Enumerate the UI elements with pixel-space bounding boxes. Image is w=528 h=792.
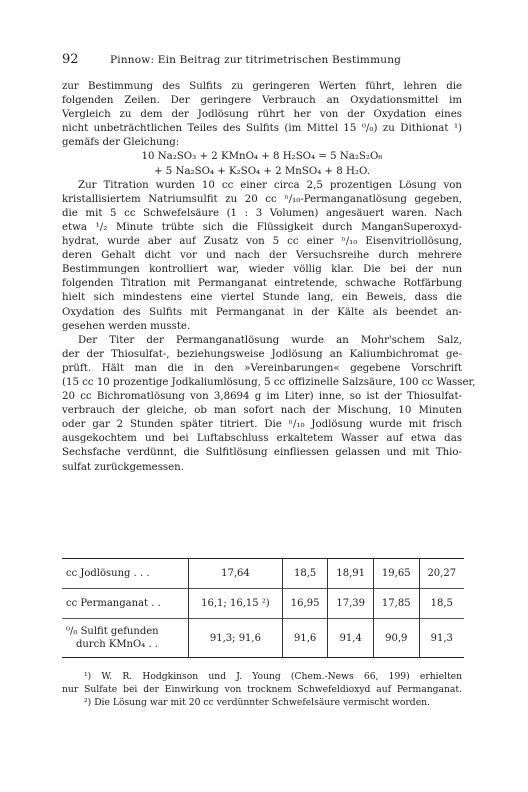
text-line: hydrat, wurde aber auf Zusatz von 5 cc einer ⁿ/₁₀ Eisenvitriollösung,	[62, 236, 462, 248]
equation-line: 10 Na₂SO₃ + 2 KMnO₄ + 8 H₂SO₄ = 5 Na₂S₂O₆	[141, 151, 383, 163]
table-cell: 17,85	[373, 589, 419, 619]
table-cell: 18,5	[282, 559, 328, 589]
page-header	[62, 52, 466, 67]
text-line: oder gar 2 Stunden später titriert. Die ⁿ/₁₀ Jodlösung wurde mit frisch	[62, 419, 462, 431]
footnotes	[62, 670, 462, 710]
table-cell: 91,6	[282, 619, 328, 658]
text-line: etwa ¹/₂ Minute trübte sich die Flüssigkeit durch ManganSuperoxyd-	[62, 221, 462, 233]
text-line: kristallisiertem Natriumsulfit zu 20 cc ⁿ/₁₀-Permanganatlösung gegeben,	[62, 193, 462, 205]
table-cell: 19,65	[373, 559, 419, 589]
text-line: folgenden Zeilen. Der geringere Verbrauch an Oxydationsmittel im	[62, 95, 462, 107]
table-cell: 18,91	[328, 559, 374, 589]
table-row	[62, 619, 464, 658]
row-label	[62, 619, 189, 658]
footnote-line: ²) Die Lösung war mit 20 cc verdünnter Schwefelsäure vermischt worden.	[84, 697, 430, 709]
footnote-line: ¹) W. R. Hodgkinson und J. Young (Chem.-News 66, 199) erhielten	[84, 671, 462, 682]
text-line: hielt sich mindestens eine viertel Stunde lang, ein Beweis, dass die	[62, 292, 462, 304]
table-cell: 18,5	[419, 589, 464, 619]
row-label-line: durch KMnO₄ . .	[76, 639, 158, 650]
text-line: Der Titer der Permanganatlösung wurde an Mohr'schem Salz,	[78, 334, 462, 346]
text-line: Bestimmungen kontrolliert war, wieder völlig klar. Die bei der nun	[62, 264, 462, 276]
text-line: folgenden Titration mit Permanganat eintretende, schwache Rotfärbung	[62, 278, 462, 290]
text-line: verbrauch der gleiche, ob man sofort nach der Mischung, 10 Minuten	[62, 405, 462, 417]
text-line: gesehen werden musste.	[62, 320, 191, 332]
table-cell: 16,1; 16,15 ²)	[189, 589, 283, 619]
row-label: cc Jodlösung . . .	[66, 568, 150, 579]
page-number: 92	[62, 52, 79, 67]
footnote-line: nur Sulfate bei der Einwirkung von trocknem Schwefeldioxyd auf Permanganat.	[62, 684, 462, 696]
table-row	[62, 559, 464, 589]
table-cell: 91,4	[328, 619, 374, 658]
row-label-line: ⁰/₀ Sulfit gefunden	[66, 626, 159, 637]
text-line: deren Gehalt dicht vor und nach der Versuchsreihe durch mehrere	[62, 250, 462, 262]
text-line: Sechsfache verdünnt, die Sulfitlösung einfliessen gelassen und mit Thio-	[62, 447, 462, 459]
text-line: nicht unbeträchtlichen Teiles des Sulfits (im Mittel 15 ⁰/₀) zu Dithionat ¹)	[62, 123, 462, 135]
table-cell: 16,95	[282, 589, 328, 619]
table-cell: 91,3	[419, 619, 464, 658]
table-cell: 90,9	[373, 619, 419, 658]
running-title: Pinnow: Ein Beitrag zur titrimetrischen Bestimmung	[110, 54, 402, 66]
text-line: ausgekochtem und bei Luftabschluss erkaltetem Wasser auf etwa das	[62, 433, 462, 445]
table-cell: 17,39	[328, 589, 374, 619]
text-line: Zur Titration wurden 10 cc einer circa 2,5 prozentigen Lösung von	[78, 179, 462, 191]
body-text	[62, 80, 476, 475]
table-cell: 91,3; 91,6	[189, 619, 283, 658]
row-label: cc Permanganat . .	[62, 589, 189, 619]
text-line: prüft. Hält man die in den »Vereinbarungen« gegebene Vorschrift	[62, 362, 462, 374]
text-line: Vergleich zu dem der Jodlösung rührt her von der Oxydation eines	[62, 109, 462, 121]
table-cell: 17,64	[189, 559, 283, 589]
table-cell: 20,27	[419, 559, 464, 589]
table-row	[62, 589, 464, 619]
text-line: 20 cc Bichromatlösung von 3,8694 g im Liter) inne, so ist der Thiosulfat-	[62, 391, 462, 403]
text-line: Oxydation des Sulfits mit Permanganat in der Kälte als beendet an-	[62, 306, 462, 318]
equation-line: + 5 Na₂SO₄ + K₂SO₄ + 2 MnSO₄ + 8 H₂O.	[154, 165, 370, 177]
text-line: sulfat zurückgemessen.	[62, 461, 184, 473]
text-line: die mit 5 cc Schwefelsäure (1 : 3 Volumen) angesäuert waren. Nach	[62, 207, 462, 219]
text-line: der der Thiosulfat-, beziehungsweise Jodlösung an Kaliumbichromat ge-	[62, 348, 462, 360]
results-table	[62, 558, 464, 658]
text-line: zur Bestimmung des Sulfits zu geringeren Werten führt, lehren die	[62, 81, 462, 92]
text-line: (15 cc 10 prozentige Jodkaliumlösung, 5 cc offizinelle Salzsäure, 100 cc Wasser,	[62, 376, 476, 388]
text-line: gemäfs der Gleichung:	[62, 137, 180, 149]
